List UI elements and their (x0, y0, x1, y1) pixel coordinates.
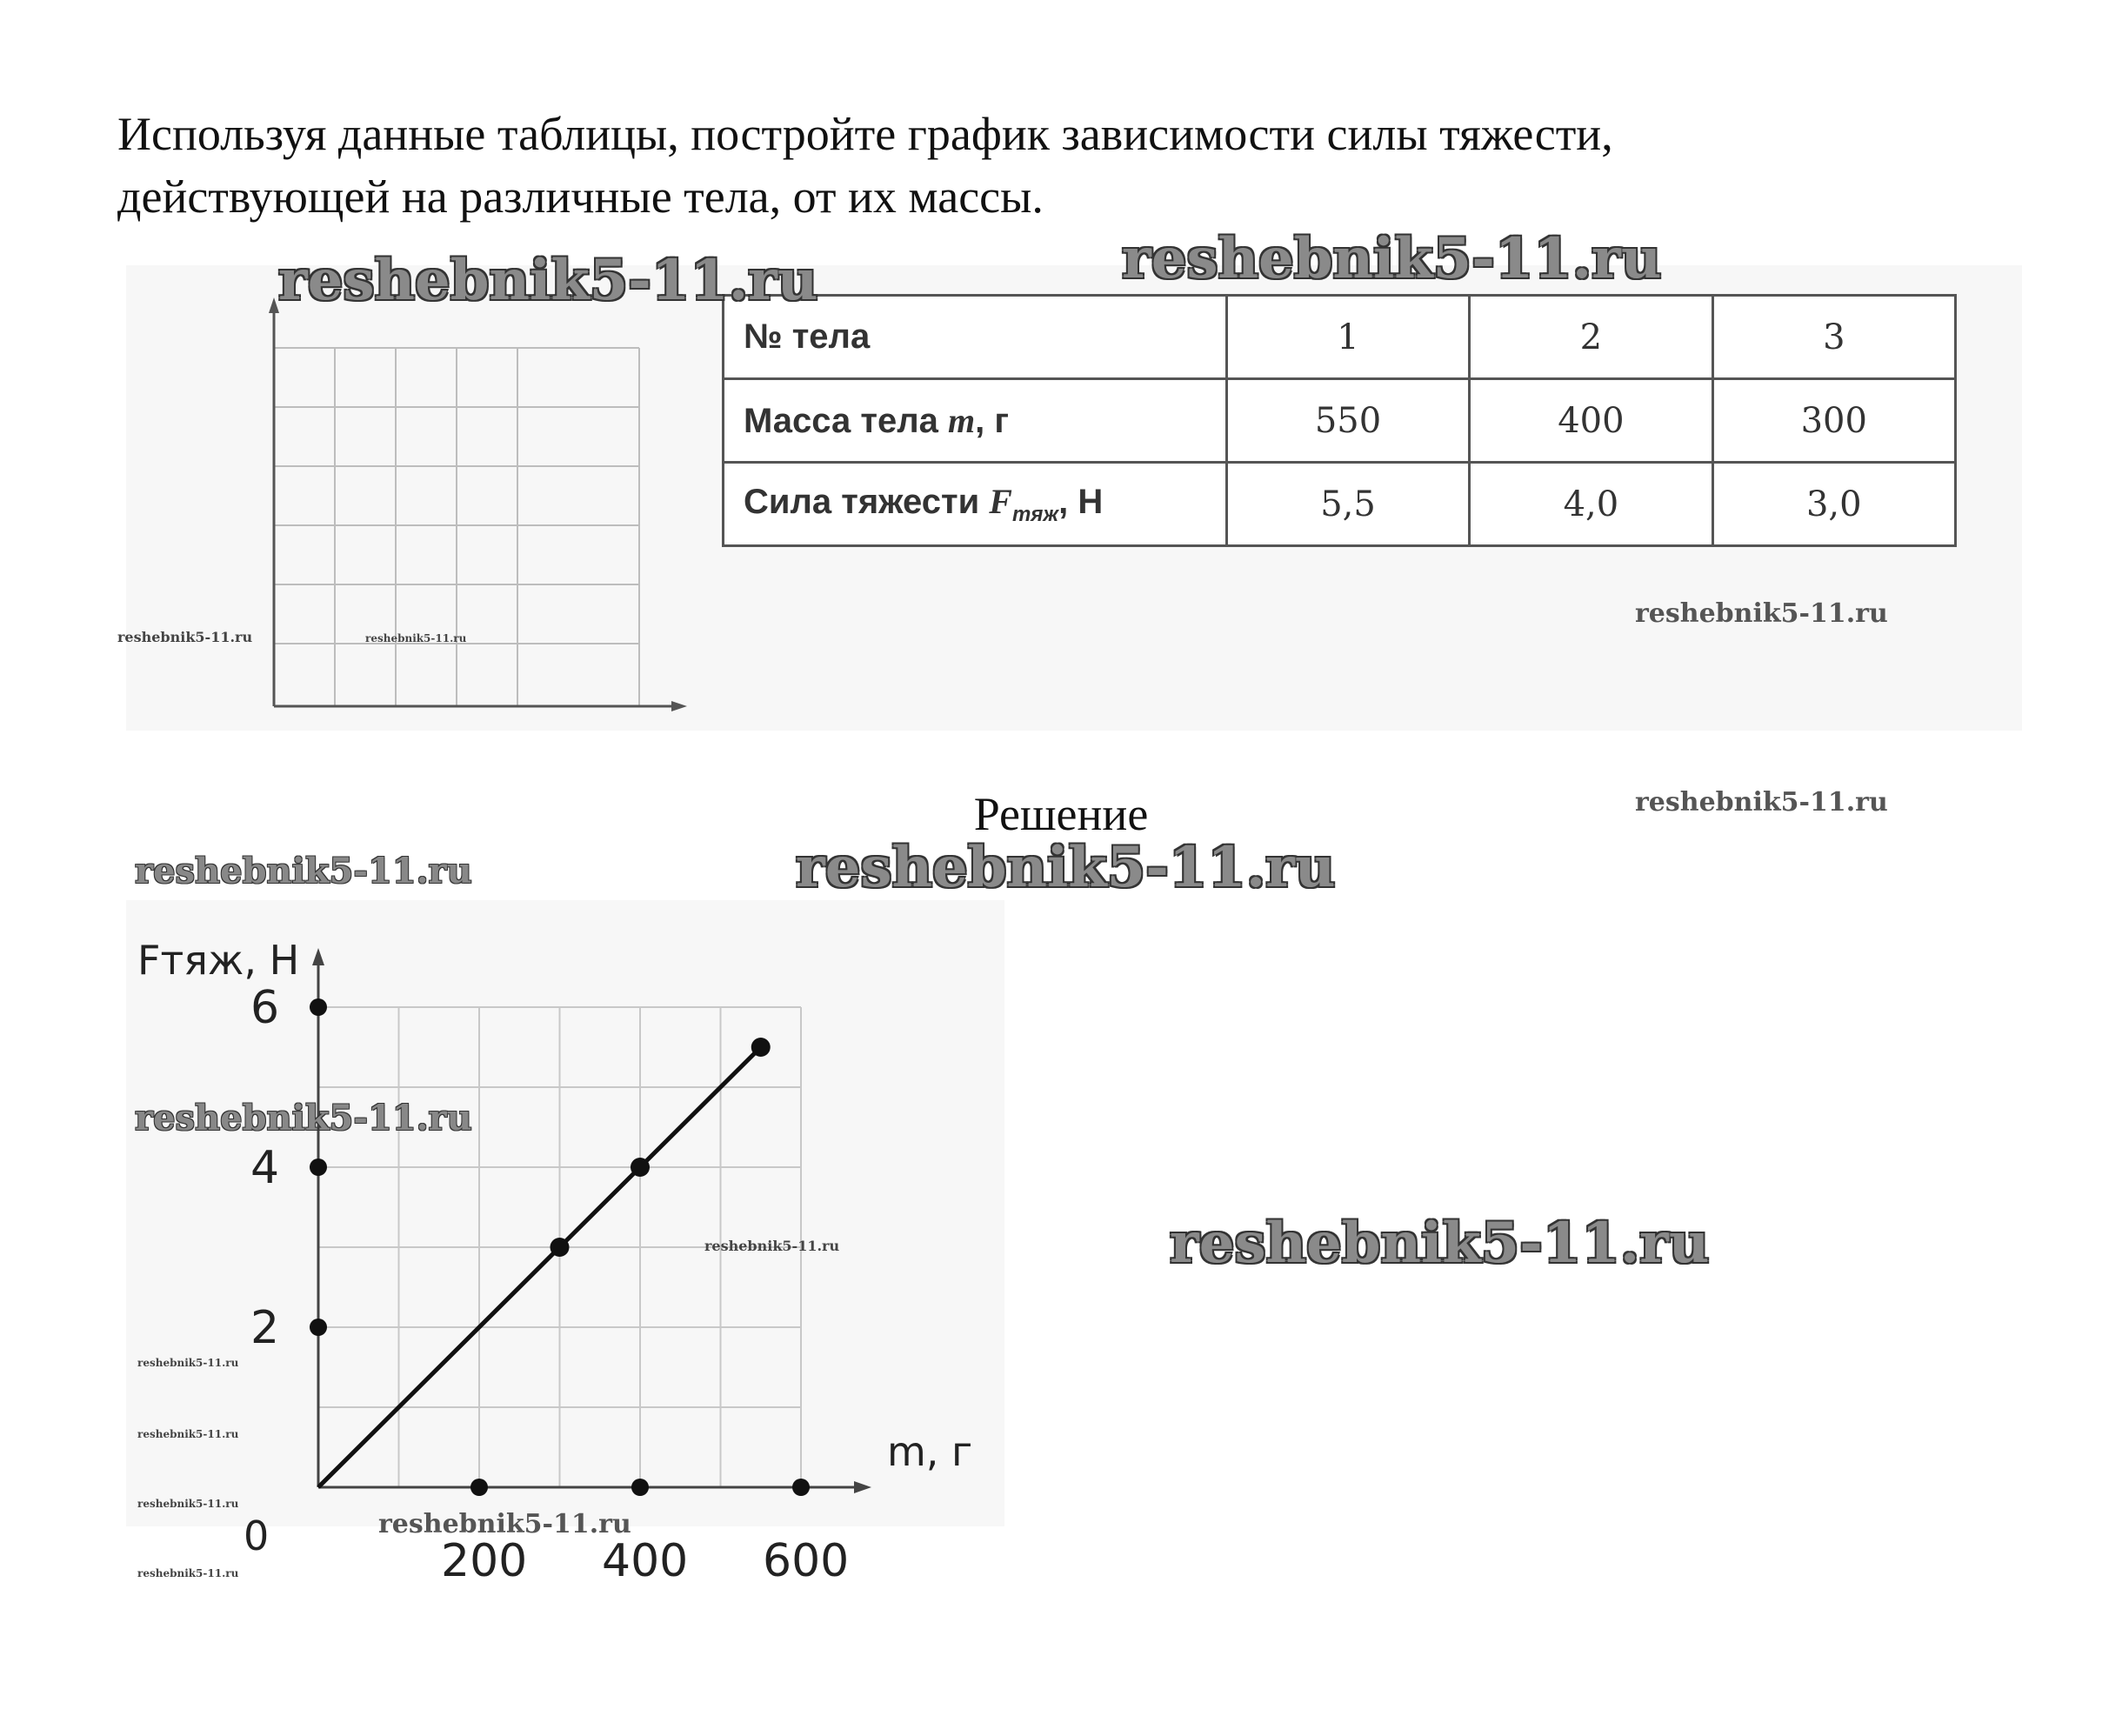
data-point (631, 1158, 650, 1177)
x-tick-label: 600 (763, 1535, 850, 1587)
label-unit: , г (975, 402, 1010, 440)
table-cell: 3,0 (1712, 463, 1955, 546)
task-line-2: действующей на различные тела, от их массы. (117, 170, 1044, 223)
data-point (551, 1238, 570, 1257)
x-axis-label: m, г (887, 1428, 973, 1475)
watermark: reshebnik5-11.ru (135, 1098, 472, 1138)
origin-label: 0 (244, 1512, 270, 1559)
watermark: reshebnik5-11.ru (137, 1357, 239, 1369)
table-cell: 2 (1470, 296, 1712, 379)
data-table (722, 294, 1957, 547)
blank-grid (130, 296, 704, 722)
task-statement (117, 103, 2031, 228)
variable-subscript: тяж (1011, 503, 1059, 526)
table-cell: 400 (1470, 379, 1712, 463)
label-unit: , Н (1058, 483, 1104, 521)
watermark: reshebnik5-11.ru (137, 1428, 239, 1440)
table-cell: 1 (1226, 296, 1469, 379)
x-axis-dot (470, 1479, 488, 1496)
watermark: reshebnik5-11.ru (117, 629, 253, 645)
data-point (751, 1038, 771, 1057)
solution-chart (122, 922, 1000, 1609)
y-axis-arrow (312, 948, 324, 965)
watermark: reshebnik5-11.ru (1635, 787, 1888, 818)
table-row (724, 463, 1956, 546)
x-axis-dot (792, 1479, 810, 1496)
y-axis-dot (310, 998, 327, 1016)
table-cell: 5,5 (1226, 463, 1469, 546)
table-cell: 300 (1712, 379, 1955, 463)
watermark: reshebnik5-11.ru (137, 1498, 239, 1510)
table-row (724, 296, 1956, 379)
label-text: Масса тела (744, 402, 948, 440)
watermark: reshebnik5-11.ru (796, 835, 1336, 900)
row-label-mass (724, 379, 1227, 463)
table-cell: 550 (1226, 379, 1469, 463)
y-axis-dot (310, 1319, 327, 1336)
x-axis-arrow (854, 1481, 871, 1493)
solution-heading: Решение (973, 788, 1149, 840)
x-tick-label: 400 (602, 1535, 689, 1587)
table-cell: 3 (1712, 296, 1955, 379)
row-label-force (724, 463, 1227, 546)
watermark: reshebnik5-11.ru (378, 1509, 631, 1539)
watermark: reshebnik5-11.ru (278, 248, 818, 313)
y-tick-label: 6 (250, 982, 280, 1034)
watermark: reshebnik5-11.ru (1170, 1211, 1710, 1276)
label-text: Сила тяжести (744, 483, 990, 521)
watermark: reshebnik5-11.ru (135, 851, 472, 891)
table-row (724, 379, 1956, 463)
y-axis-label: Fтяж, Н (137, 937, 300, 984)
x-axis-dot (631, 1479, 649, 1496)
x-tick-label: 200 (441, 1535, 528, 1587)
y-tick-label: 4 (250, 1142, 280, 1194)
y-axis-dot (310, 1158, 327, 1176)
variable-f: F (989, 482, 1012, 521)
watermark: reshebnik5-11.ru (365, 632, 467, 644)
variable-m: m (948, 401, 976, 440)
table-cell: 4,0 (1470, 463, 1712, 546)
watermark: reshebnik5-11.ru (704, 1238, 840, 1254)
y-tick-label: 2 (250, 1302, 280, 1354)
task-line-1: Используя данные таблицы, постройте график зависимости силы тяжести, (117, 108, 1613, 160)
watermark: reshebnik5-11.ru (1635, 598, 1888, 629)
watermark: reshebnik5-11.ru (137, 1567, 239, 1579)
row-label-body-number: № тела (724, 296, 1227, 379)
watermark: reshebnik5-11.ru (1122, 226, 1662, 291)
